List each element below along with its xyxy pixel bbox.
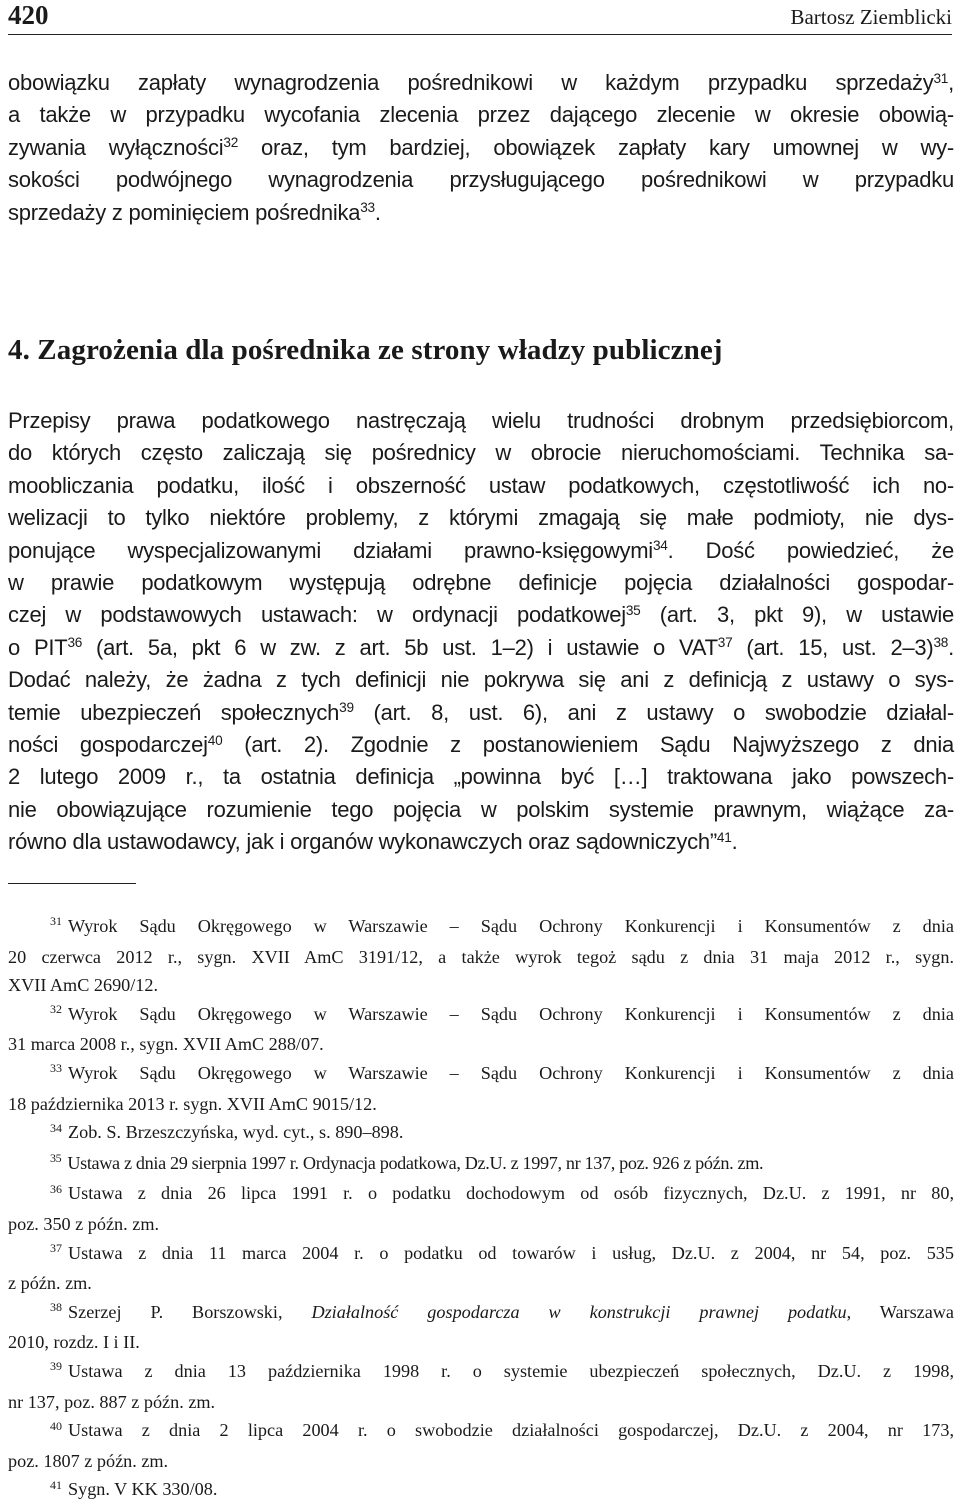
footnote-34: $^{34}$ Zob. S. Brzeszczyńska, wyd. cyt., s. 890–898. <box>50 1120 404 1143</box>
footnote-ref[interactable]: 33 <box>360 200 375 216</box>
text-line: równo dla ustawodawcy, jak i organów wykonawczych oraz sądowniczych”$^{41}$. <box>8 829 738 855</box>
footnote-ref[interactable]: 37 <box>717 635 733 651</box>
text-line: ponujące wyspecjalizowanymi działami prawno-księgowymi$^{34}$. Dość powiedzieć, że <box>8 537 954 563</box>
footnote-number: 31 <box>50 914 62 929</box>
text-line: sokości podwójnego wynagrodzenia przysługującego pośrednikowi w przypadku <box>8 167 954 193</box>
footnote-ref[interactable]: 34 <box>652 538 668 554</box>
text-line: zywania wyłączności$^{32}$ oraz, tym bardziej, obowiązek zapłaty kary umownej w wy- <box>8 134 954 160</box>
text-line: o PIT$^{36}$ (art. 5a, pkt 6 w zw. z art. 5b ust. 1–2) i ustawie o VAT$^{37}$ (art. 15, ust. 2–3)$^{38}$. <box>8 634 955 660</box>
footnote-ref[interactable]: 38 <box>933 635 949 651</box>
footnote-number: 35 <box>50 1151 62 1166</box>
footnote-number: 41 <box>50 1477 62 1492</box>
footnote-41: $^{41}$ Sygn. V KK 330/08. <box>50 1477 218 1500</box>
text-line: do których często zaliczają się pośrednicy w obrocie nieruchomościami. Technika sa- <box>8 440 954 466</box>
footnote-ref[interactable]: 41 <box>716 829 732 845</box>
footnote-ref[interactable]: 39 <box>339 700 354 716</box>
footnote-number: 40 <box>50 1418 62 1433</box>
footnote-35: $^{35}$ Ustawa z dnia 29 sierpnia 1997 r. Ordynacja podatkowa, Dz.U. z 1997, nr 137, poz. 926 z późn. zm. <box>50 1151 764 1173</box>
text-line: nie obowiązujące rozumienie tego pojęcia w polskim systemie prawnym, wiążące za- <box>8 796 954 822</box>
footnote-number: 34 <box>50 1120 62 1135</box>
footnote-number: 38 <box>50 1300 62 1315</box>
text-line: welizacji to tylko niektóre problemy, z którymi zmagają się małe podmioty, nie dys- <box>8 505 954 531</box>
footnote-number: 39 <box>50 1359 62 1374</box>
text-line: w prawie podatkowym występują odrębne definicje pojęcia działalności gospodar- <box>8 570 954 596</box>
footnote-33: $^{33}$ Wyrok Sądu Okręgowego w Warszawie – Sądu Ochrony Konkurencji i Konsumentów z dnia 18 października 2013 r. sygn. XVII AmC 9015/12. <box>8 1061 954 1114</box>
footnote-36: $^{36}$ Ustawa z dnia 26 lipca 1991 r. o podatku dochodowym od osób fizycznych, Dz.U. z 1991, nr 80, poz. 350 z późn. zm. <box>8 1181 954 1234</box>
footnote-ref[interactable]: 31 <box>933 70 949 86</box>
page-header <box>8 0 952 35</box>
text-line: Dodać należy, że żadna z tych definicji nie pokrywa się ani z definicją z ustawy o sys- <box>8 667 954 693</box>
footnote-number: 33 <box>50 1061 62 1076</box>
paragraph-2 <box>8 405 954 859</box>
footnote-number: 37 <box>50 1240 62 1255</box>
footnote-38: $^{38}$ Szerzej P. Borszowski, Działalność gospodarcza w konstrukcji prawnej podatku, Warszawa 2010, rozdz. I i II. <box>8 1300 954 1353</box>
footnote-ref[interactable]: 32 <box>223 135 239 151</box>
text-line: sprzedaży z pominięciem pośrednika$^{33}$. <box>8 199 381 225</box>
text-line: obowiązku zapłaty wynagrodzenia pośrednikowi w każdym przypadku sprzedaży$^{31}$, <box>8 70 954 95</box>
footnote-separator <box>8 883 136 884</box>
running-head-author: Bartosz Ziemblicki <box>790 5 952 29</box>
footnote-ref[interactable]: 40 <box>207 732 223 748</box>
section-heading: 4. Zagrożenia dla pośrednika ze strony władzy publicznej <box>8 334 723 366</box>
footnotes <box>8 912 954 1506</box>
footnote-ref[interactable]: 35 <box>625 602 641 618</box>
footnote-39: $^{39}$ Ustawa z dnia 13 października 1998 r. o systemie ubezpieczeń społecznych, Dz.U. z 1998, nr 137, poz. 887 z późn. zm. <box>8 1359 954 1412</box>
paragraph-1 <box>8 67 954 229</box>
footnote-37: $^{37}$ Ustawa z dnia 11 marca 2004 r. o podatku od towarów i usług, Dz.U. z 2004, nr 54, poz. 535 z późn. zm. <box>8 1240 954 1294</box>
text-line: Przepisy prawa podatkowego nastręczają wielu trudności drobnym przedsiębiorcom, <box>8 408 954 433</box>
text-line: 2 lutego 2009 r., ta ostatnia definicja „powinna być […] traktowana jako powszech- <box>8 764 954 790</box>
text-line: temie ubezpieczeń społecznych$^{39}$ (art. 8, ust. 6), ani z ustawy o swobodzie działal- <box>8 699 955 725</box>
text-line: ności gospodarczej$^{40}$ (art. 2). Zgodnie z postanowieniem Sądu Najwyższego z dnia <box>8 732 954 758</box>
text-line: a także w przypadku wycofania zlecenia przez dającego zlecenie w okresie obowią- <box>8 102 954 128</box>
footnote-number: 36 <box>50 1181 62 1196</box>
text-line: moobliczania podatku, ilość i obszerność ustaw podatkowych, częstotliwość ich no- <box>8 472 954 498</box>
page-number: 420 <box>8 0 49 30</box>
text-line: czej w podstawowych ustawach: w ordynacji podatkowej$^{35}$ (art. 3, pkt 9), w ustawie <box>8 602 954 628</box>
footnote-32: $^{32}$ Wyrok Sądu Okręgowego w Warszawie – Sądu Ochrony Konkurencji i Konsumentów z dnia 31 marca 2008 r., sygn. XVII AmC 288/07. <box>8 1002 954 1055</box>
footnote-ref[interactable]: 36 <box>67 635 83 651</box>
footnote-31: $^{31}$ Wyrok Sądu Okręgowego w Warszawie – Sądu Ochrony Konkurencji i Konsumentów z dnia 20 czerwca 2012 r., sygn. XVII AmC 3191/12, a także wyrok tegoż sądu z dnia 31 maja 2012 r., sygn. XVII AmC 2690/12. <box>8 914 954 996</box>
footnote-40: $^{40}$ Ustawa z dnia 2 lipca 2004 r. o swobodzie działalności gospodarczej, Dz.U. z 2004, nr 173, poz. 1807 z późn. zm. <box>8 1418 954 1471</box>
cited-title: Działalność gospodarcza w konstrukcji prawnej podatku <box>311 1301 847 1322</box>
footnote-number: 32 <box>50 1002 62 1017</box>
